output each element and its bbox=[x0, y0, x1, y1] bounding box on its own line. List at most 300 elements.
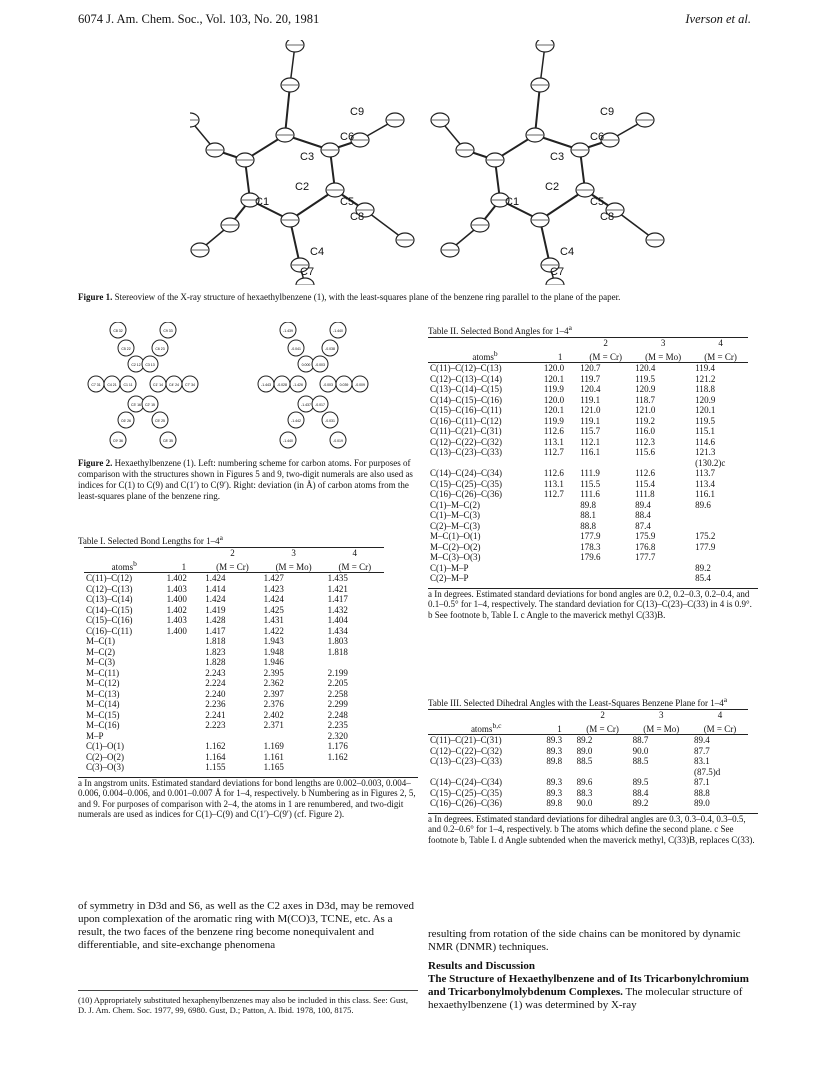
table-row bbox=[84, 636, 384, 647]
table-cell-atoms: M–C(2) bbox=[86, 646, 115, 657]
table-cell-value: 112.1 bbox=[580, 436, 601, 447]
table-row bbox=[428, 531, 748, 542]
table-cell-value: 113.7 bbox=[695, 468, 716, 478]
table-cell-atoms: C(15)–C(25)–C(35) bbox=[430, 478, 502, 489]
table-cell-value bbox=[544, 767, 574, 778]
table-cell-value: 115.4 bbox=[635, 478, 655, 489]
atom-label: C6 23 bbox=[155, 347, 165, 351]
table-cell-value bbox=[631, 767, 692, 778]
table-cell-atoms: C(1)–M–P bbox=[430, 562, 469, 573]
atom-label: C9 bbox=[350, 106, 365, 118]
table1-footnote: a In angstrom units. Estimated standard deviations for bond lengths are 0.002–0.003, 0.004–0.006, 0.004–0.006, and 0.001–0.007 Å for 1–4, respectively. b Numbering as in Figures 2, 5, and 9. For purposes of comparison with 2–4, the atoms in 1 are renumbered, and two-digit numerals are used as indices for C(1)–C(9) and C(1′)–C(9′) (cf. Figure 2). bbox=[78, 777, 418, 820]
table-cell-value: 89.6 bbox=[695, 499, 711, 510]
table-row bbox=[84, 573, 384, 584]
atom-label: C5 bbox=[340, 196, 355, 208]
table-cell-value: 1.400 bbox=[166, 594, 187, 604]
atom-label: C8 bbox=[600, 211, 615, 223]
table-row bbox=[84, 720, 384, 731]
table-cell-value: 1.155 bbox=[205, 762, 226, 772]
table-cell-value bbox=[542, 563, 578, 574]
atom-ellipsoid bbox=[536, 40, 554, 52]
table-cell-value bbox=[165, 699, 204, 710]
table-cell-atoms: C(16)–C(26)–C(36) bbox=[430, 489, 502, 499]
table-cell-value: 87.1 bbox=[693, 777, 710, 787]
table-cell-atoms: C(16)–C(11) bbox=[86, 625, 133, 636]
table-cell-value: 1.818 bbox=[205, 636, 226, 646]
table-cell-value: 120.9 bbox=[635, 384, 656, 394]
table-row bbox=[428, 479, 748, 490]
table-cell-value bbox=[542, 458, 578, 469]
table-cell-value: 89.0 bbox=[576, 745, 593, 756]
atom-label: C4 bbox=[310, 246, 325, 258]
table-cell-value: 120.4 bbox=[635, 363, 656, 373]
table-cell-value: 115.7 bbox=[580, 426, 601, 436]
table-cell-value: 1.176 bbox=[327, 741, 348, 751]
table-row bbox=[428, 746, 748, 757]
table-cell-value: 1.948 bbox=[263, 646, 284, 657]
atom-label: -0.038 bbox=[325, 347, 335, 351]
table-cell-value bbox=[165, 689, 204, 700]
table-row bbox=[84, 657, 384, 668]
atom-label: C1′ 14 bbox=[153, 383, 163, 387]
atom-label: C3 13 bbox=[145, 363, 155, 367]
table-cell-value: 1.432 bbox=[327, 604, 348, 615]
table-cell-value: 112.6 bbox=[543, 468, 564, 478]
table-row bbox=[428, 521, 748, 532]
atom-label: 0.039 bbox=[339, 383, 349, 387]
table-cell-atoms: C(3)–O(3) bbox=[86, 762, 124, 772]
table-cell-value bbox=[165, 741, 204, 752]
table-cell-value bbox=[262, 731, 326, 742]
table1-block bbox=[78, 532, 418, 820]
molecule-view bbox=[431, 40, 664, 285]
table-cell-value: 175.9 bbox=[635, 531, 656, 541]
figure2-numbering-scheme bbox=[88, 322, 198, 448]
table-cell-atoms: M–C(1) bbox=[86, 636, 115, 646]
atom-label: C6 bbox=[590, 131, 605, 143]
table-cell-value: 88.4 bbox=[635, 510, 651, 520]
table-row bbox=[428, 458, 748, 469]
table-cell-value: 89.3 bbox=[546, 735, 563, 745]
table-cell-value: 89.2 bbox=[632, 798, 649, 808]
atom-label: C3 bbox=[300, 151, 315, 163]
table-cell-atoms: M–C(1)–O(1) bbox=[430, 531, 481, 541]
atom-label: -0.031 bbox=[325, 419, 335, 423]
table-row bbox=[428, 405, 748, 416]
table-cell-value: 115.1 bbox=[695, 426, 716, 436]
table-row bbox=[84, 731, 384, 742]
body-right-intro: resulting from rotation of the side chains can be monitored by dynamic NMR (DNMR) techniques. bbox=[428, 928, 741, 953]
table-cell-value: 2.236 bbox=[205, 699, 226, 709]
table-cell-value: 89.2 bbox=[576, 735, 593, 745]
atom-label: C9′ 36 bbox=[113, 439, 123, 443]
table-cell-value: 2.235 bbox=[327, 720, 348, 730]
table-cell-value: 112.6 bbox=[543, 426, 564, 436]
table2-title: Table II. Selected Bond Angles for 1–4$^a$ bbox=[428, 323, 572, 336]
table-cell-value: 120.9 bbox=[695, 394, 716, 405]
table-cell-value: 178.3 bbox=[580, 541, 601, 552]
table-cell-value: 115.5 bbox=[580, 478, 601, 489]
table-cell-value bbox=[165, 752, 204, 763]
table-cell-value: 89.8 bbox=[580, 499, 596, 510]
table-cell-value: 1.818 bbox=[327, 646, 348, 657]
table-cell-value: 120.1 bbox=[543, 405, 565, 415]
atom-label: C4 bbox=[560, 246, 575, 258]
table-cell-atoms: C(14)–C(24)–C(34) bbox=[430, 468, 502, 478]
table-row bbox=[428, 767, 748, 778]
atom-label: -1.426 bbox=[293, 383, 303, 387]
table-cell-value: 1.404 bbox=[327, 615, 348, 625]
table-cell-value: 2.241 bbox=[205, 709, 226, 720]
table-row bbox=[428, 447, 748, 458]
table-cell-atoms: C(11)–C(21)–C(31) bbox=[430, 426, 502, 436]
table-cell-value: 1.425 bbox=[263, 604, 284, 615]
table-cell-value: 1.414 bbox=[205, 583, 226, 594]
table-row bbox=[84, 762, 384, 773]
table-cell-value: 89.3 bbox=[546, 777, 563, 787]
molecule-view bbox=[190, 40, 414, 285]
table-cell-value: 111.6 bbox=[580, 489, 600, 499]
author-running-head: Iverson et al. bbox=[685, 12, 751, 26]
table-cell-atoms: C(12)–C(22)–C(32) bbox=[430, 436, 502, 447]
table-row bbox=[428, 510, 748, 521]
table-cell-value: 1.424 bbox=[263, 594, 284, 604]
table-cell-value: 175.2 bbox=[695, 531, 716, 541]
table-cell-value: 1.424 bbox=[205, 573, 226, 583]
table-cell-value: 177.7 bbox=[635, 552, 656, 562]
table-cell-value: 113.4 bbox=[695, 478, 716, 489]
table-row bbox=[428, 735, 748, 746]
table-cell-atoms: C(15)–C(16)–C(11) bbox=[430, 405, 502, 415]
atom-label: C2 12 bbox=[131, 363, 141, 367]
atom-label: C2 bbox=[295, 181, 310, 193]
table3: 2 3 4 atoms$^{b,c}$ 1 (M = Cr) (M = Mo) (M = Cr) C(11)–C(21)–C(31) 89.3 89.2 88.7 89.4 C(12)–C(22)–C(32) 89.3 89.0 90.0 87.7 C(13)–C(23)–C(33) 89.8 88.5 88.5 83.1 (87.5)d C(14)–C(24)–C(34) 89.3 89.6 89.5 87.1 C(15)–C(25)–C(35) 89.3 88.3 88.4 88.8 C(16)–C(26)–C(36) 89.8 90.0 89.2 89.0 bbox=[428, 709, 748, 809]
atom-label: C1 bbox=[505, 196, 520, 208]
table-cell-value: 89.3 bbox=[546, 745, 563, 756]
table-cell-value: 1.403 bbox=[166, 583, 187, 594]
table-row bbox=[428, 563, 748, 574]
table-cell-value bbox=[693, 552, 748, 563]
table-row bbox=[428, 788, 748, 799]
table-cell-atoms: M–C(3)–O(3) bbox=[430, 552, 481, 562]
table-cell-value: (87.5)d bbox=[693, 766, 721, 777]
table1: 2 3 4 atoms$^b$ 1 (M = Cr) (M = Mo) (M = Cr) C(11)–C(12) 1.402 1.424 1.427 1.435 C(12)–C(13) 1.403 1.414 1.423 1.421 C(13)–C(14) 1.400 1.424 1.424 1.417 C(14)–C(15) 1.402 1.419 1.425 1.432 C(15)–C(16) 1.403 1.428 1.431 1.404 C(16)–C(11) 1.400 1.417 1.422 1.434 M–C(1) 1.818 1.943 1.803 M–C(2) 1.823 1.948 1.818 M–C(3) 1.828 1.946 M–C(11) 2.243 2.395 2.199 M–C(12) 2.224 2.362 2.205 M–C(13) 2.240 2.397 2.258 M–C(14) 2.236 2.376 2.299 M–C(15) 2.241 2.402 2.248 M–C(16) 2.223 2.371 2.235 M–P 2.320 C(1)–O(1) 1.162 1.169 1.176 C(2)–O(2) 1.164 1.161 1.162 C(3)–O(3) 1.155 1.165 bbox=[84, 547, 384, 773]
table-cell-value bbox=[693, 521, 748, 532]
atom-label: -0.028 bbox=[277, 383, 287, 387]
table-cell-value: 113.1 bbox=[543, 436, 564, 447]
table-row bbox=[84, 678, 384, 689]
table-row bbox=[428, 384, 748, 395]
table1-body bbox=[84, 573, 384, 773]
table-cell-atoms: C(2)–M–P bbox=[430, 573, 469, 583]
table-cell-value: 114.6 bbox=[695, 436, 716, 447]
table-cell-value: 1.828 bbox=[205, 657, 226, 667]
figure2-diagrams bbox=[78, 322, 398, 452]
table-row bbox=[428, 437, 748, 448]
table-cell-value bbox=[542, 500, 578, 511]
table-row bbox=[84, 668, 384, 679]
table2-body bbox=[428, 363, 748, 584]
atom-label: C7 bbox=[550, 266, 565, 278]
table-cell-value: 89.6 bbox=[576, 777, 593, 787]
table-cell-value: 2.371 bbox=[263, 720, 284, 730]
atom-ellipsoid bbox=[546, 278, 564, 285]
table-cell-value: 1.431 bbox=[263, 615, 284, 625]
table-row bbox=[428, 798, 748, 809]
table-cell-value: 88.4 bbox=[632, 787, 649, 798]
table-cell-value: 177.9 bbox=[580, 531, 601, 541]
table-cell-atoms: M–C(12) bbox=[86, 678, 120, 688]
table-cell-value bbox=[165, 668, 204, 679]
atom-label: C5 bbox=[590, 196, 605, 208]
section-title: Results and Discussion bbox=[428, 960, 535, 972]
table-cell-atoms: C(1)–O(1) bbox=[86, 741, 124, 751]
atom-label: C4′ 24 bbox=[169, 383, 179, 387]
table-cell-value: 2.224 bbox=[205, 678, 226, 688]
table-cell-value: 2.205 bbox=[327, 678, 348, 688]
atom-ellipsoid bbox=[286, 40, 304, 52]
table-cell-value bbox=[165, 678, 204, 689]
atom-label: -1.440 bbox=[283, 439, 293, 443]
table-cell-value bbox=[542, 573, 578, 584]
table-cell-atoms: C(13)–C(23)–C(33) bbox=[430, 447, 502, 457]
table-cell-value: 89.3 bbox=[546, 787, 563, 798]
table-cell-value: 1.161 bbox=[263, 751, 284, 762]
table-cell-value: 119.4 bbox=[695, 363, 716, 373]
table-row bbox=[428, 416, 748, 427]
table-cell-atoms: M–C(3) bbox=[86, 657, 115, 667]
table1-title: Table I. Selected Bond Lengths for 1–4$^a$ bbox=[78, 533, 223, 546]
atom-label: C8 bbox=[350, 211, 365, 223]
table-cell-value: 121.2 bbox=[695, 373, 716, 384]
table-cell-value: 85.4 bbox=[695, 573, 711, 583]
table-cell-value: 90.0 bbox=[576, 798, 593, 808]
table-cell-value bbox=[575, 767, 631, 778]
figure2-caption-label: Figure 2. bbox=[78, 458, 113, 468]
table-cell-atoms: C(15)–C(25)–C(35) bbox=[430, 787, 502, 798]
table-cell-atoms: M–C(11) bbox=[86, 667, 120, 678]
table-cell-value: 120.0 bbox=[543, 394, 565, 405]
table-cell-value: 119.9 bbox=[543, 415, 564, 426]
atom-ellipsoid bbox=[296, 278, 314, 285]
atom-label: -1.440 bbox=[333, 329, 343, 333]
figure2-caption bbox=[78, 458, 418, 502]
table3-title: Table III. Selected Dihedral Angles with the Least-Squares Benzene Plane for 1–4$^a$ bbox=[428, 695, 728, 708]
table-cell-value bbox=[542, 510, 578, 521]
atom-label: -1.443 bbox=[261, 383, 271, 387]
table-row bbox=[84, 710, 384, 721]
atom-label: C6′ 26 bbox=[121, 419, 131, 423]
table-cell-value: 2.199 bbox=[327, 667, 348, 678]
table-cell-atoms bbox=[428, 458, 542, 469]
atom-label: -1.439 bbox=[283, 329, 293, 333]
table-cell-atoms: C(2)–M–C(3) bbox=[430, 520, 480, 531]
table-cell-atoms: C(13)–C(14)–C(15) bbox=[430, 384, 502, 394]
table-cell-atoms: C(14)–C(15) bbox=[86, 604, 133, 615]
table-cell-atoms: C(1)–M–C(3) bbox=[430, 510, 480, 520]
table-cell-atoms: M–C(2)–O(2) bbox=[430, 541, 481, 552]
atom-label: C6 bbox=[340, 131, 355, 143]
table-cell-value bbox=[578, 458, 633, 469]
table-cell-value: 1.417 bbox=[327, 594, 348, 604]
table-cell-value: 112.3 bbox=[635, 436, 655, 447]
table-cell-value: 1.169 bbox=[263, 741, 284, 751]
table-cell-atoms: C(12)–C(13)–C(14) bbox=[430, 373, 502, 384]
table-cell-value: 119.5 bbox=[695, 415, 716, 426]
figure1-caption-text: Stereoview of the X-ray structure of hexaethylbenzene (1), with the least-squares plane of the benzene ring parallel to the plane of the paper. bbox=[114, 292, 621, 302]
table-cell-value: 120.7 bbox=[580, 363, 601, 373]
table-cell-value: 2.362 bbox=[263, 678, 284, 688]
table-cell-value bbox=[542, 552, 578, 563]
table-cell-value: 177.9 bbox=[695, 541, 716, 552]
table-row bbox=[428, 542, 748, 553]
table-cell-value: 121.3 bbox=[695, 447, 716, 457]
table-row bbox=[428, 500, 748, 511]
table-cell-value: 1.943 bbox=[263, 636, 284, 646]
atom-label: C9 bbox=[600, 106, 615, 118]
table-cell-value: 88.5 bbox=[632, 756, 649, 766]
table-cell-value: 88.3 bbox=[576, 787, 593, 798]
table-cell-value bbox=[542, 521, 578, 532]
table-cell-value bbox=[633, 563, 693, 574]
table-cell-value: 89.8 bbox=[546, 756, 563, 766]
table-cell-value: 2.243 bbox=[205, 667, 226, 678]
atom-label: -0.017 bbox=[315, 403, 325, 407]
table-cell-value: 120.4 bbox=[580, 384, 601, 394]
table-cell-value bbox=[578, 563, 633, 574]
table-cell-value: 89.4 bbox=[693, 735, 710, 745]
table-row bbox=[428, 468, 748, 479]
table-cell-value: 89.2 bbox=[695, 562, 711, 573]
table-row bbox=[428, 489, 748, 500]
table-cell-value: 121.0 bbox=[635, 405, 656, 415]
table-row bbox=[84, 699, 384, 710]
table-row bbox=[428, 374, 748, 385]
atom-label: C8′ 35 bbox=[163, 439, 173, 443]
table-cell-value: 2.376 bbox=[263, 699, 284, 709]
table3-body bbox=[428, 735, 748, 809]
table-cell-value: 1.803 bbox=[327, 636, 348, 646]
table-cell-value: 1.164 bbox=[205, 751, 226, 762]
table-row bbox=[428, 756, 748, 767]
table-cell-value bbox=[633, 458, 693, 469]
table-cell-atoms: C(12)–C(13) bbox=[86, 583, 133, 594]
table-cell-value: 1.400 bbox=[166, 625, 187, 636]
table2-block bbox=[428, 322, 758, 620]
table-cell-value bbox=[542, 542, 578, 553]
table-cell-value: 1.423 bbox=[263, 583, 284, 594]
table3-footnote: a In degrees. Estimated standard deviations for dihedral angles are 0.3, 0.3–0.4, 0.3–0.5, and 0.2–0.6° for 1–4, respectively. b The atoms which define the second plane. c See footnote b, Table I. d Angle subtended when the maverick methyl, C(33)B, replaces C(33). bbox=[428, 813, 758, 846]
table-cell-value: 1.434 bbox=[327, 625, 348, 636]
table-cell-atoms: C(1)–M–C(2) bbox=[430, 499, 480, 510]
table-cell-value: 120.1 bbox=[695, 405, 716, 415]
table-cell-value: 116.1 bbox=[695, 489, 716, 499]
atom-label: -0.019 bbox=[333, 439, 343, 443]
atom-label: C5′ 25 bbox=[155, 419, 165, 423]
table-row bbox=[428, 395, 748, 406]
atom-label: C9 33 bbox=[163, 329, 173, 333]
atom-label: 0.000 bbox=[301, 363, 311, 367]
table-cell-value: 2.223 bbox=[205, 720, 226, 730]
table-cell-value: 83.1 bbox=[693, 756, 710, 766]
table-cell-value: 119.7 bbox=[580, 373, 601, 384]
atom-label: C7 31 bbox=[91, 383, 101, 387]
table-cell-value: 119.1 bbox=[580, 394, 601, 405]
table-cell-atoms: C(13)–C(23)–C(33) bbox=[430, 756, 502, 766]
figure2-deviation-map bbox=[258, 322, 368, 448]
table-cell-value: 1.421 bbox=[327, 583, 348, 594]
table-cell-value: 179.6 bbox=[580, 552, 601, 562]
atom-label: C2 bbox=[545, 181, 560, 193]
atom-label: -1.437 bbox=[301, 403, 311, 407]
table-cell-value: 88.8 bbox=[693, 787, 710, 798]
table-cell-value: 88.8 bbox=[580, 520, 596, 531]
table-row bbox=[84, 584, 384, 595]
table-cell-atoms: M–C(15) bbox=[86, 709, 120, 720]
table3-block bbox=[428, 694, 758, 845]
table-cell-value: 119.1 bbox=[580, 415, 601, 426]
table-cell-value bbox=[165, 710, 204, 721]
table-cell-value: 1.402 bbox=[166, 573, 187, 583]
table-cell-atoms: M–P bbox=[86, 730, 104, 741]
table-row bbox=[84, 647, 384, 658]
table-cell-value bbox=[165, 636, 204, 647]
figure1-caption-label: Figure 1. bbox=[78, 292, 113, 302]
table-cell-value: 1.162 bbox=[205, 741, 226, 751]
table-cell-value: 1.162 bbox=[327, 751, 348, 762]
table2: 2 3 4 atoms$^b$ 1 (M = Cr) (M = Mo) (M = Cr) C(11)–C(12)–C(13) 120.0 120.7 120.4 119.4 C(12)–C(13)–C(14) 120.1 119.7 119.5 121.2 C(13)–C(14)–C(15) 119.9 120.4 120.9 118.8 C(14)–C(15)–C(16) 120.0 119.1 118.7 120.9 C(15)–C(16)–C(11) 120.1 121.0 121.0 120.1 C(16)–C(11)–C(12) 119.9 119.1 119.2 119.5 C(11)–C(21)–C(31) 112.6 115.7 116.0 115.1 C(12)–C(22)–C(32) 113.1 112.1 112.3 114.6 C(13)–C(23)–C(33) 112.7 116.1 115.6 121.3 (130.2)c C(14)–C(24)–C(34) 112.6 111.9 112.6 113.7 C(15)–C(25)–C(35) 113.1 115.5 115.4 113.4 C(16)–C(26)–C(36) 112.7 111.6 111.8 116.1 C(1)–M–C(2) 89.8 89.4 89.6 C(1)–M–C(3) 88.1 88.4 C(2)–M–C(3) 88.8 87.4 M–C(1)–O(1) 177.9 175.9 175.2 M–C(2)–O(2) 178.3 176.8 177.9 M–C(3)–O(3) 179.6 177.7 C(1)–M–P 89.2 C(2)–M–P 85.4 bbox=[428, 337, 748, 584]
page-header bbox=[78, 12, 751, 32]
table-cell-value: 2.402 bbox=[263, 709, 284, 720]
table-cell-value bbox=[326, 657, 384, 668]
table-row bbox=[84, 741, 384, 752]
table-cell-value: 111.9 bbox=[580, 468, 600, 478]
table-cell-atoms: M–C(13) bbox=[86, 688, 120, 699]
table-cell-value: 89.8 bbox=[546, 798, 563, 808]
table-cell-value: 119.5 bbox=[635, 373, 655, 384]
table-row bbox=[428, 363, 748, 374]
table-cell-value: 118.8 bbox=[695, 384, 716, 394]
table-cell-value: 2.299 bbox=[327, 699, 348, 709]
table-cell-atoms: C(12)–C(22)–C(32) bbox=[430, 745, 502, 756]
table-cell-value: 116.1 bbox=[580, 447, 601, 457]
table2-footnote: a In degrees. Estimated standard deviations for bond angles are 0.2, 0.2–0.3, 0.2–0.4, and 0.1–0.5° for 1–4, respectively. The standard deviation for C(13)–C(23)–C(33) in 4 is 0.9°. b See footnote b, Table I. c Angle to the maverick methyl C(33)B. bbox=[428, 588, 758, 621]
table-cell-value: 121.0 bbox=[580, 405, 601, 415]
table-cell-value: 118.7 bbox=[635, 394, 655, 405]
table-cell-value: 1.402 bbox=[166, 604, 187, 615]
table-cell-atoms: M–C(16) bbox=[86, 720, 120, 730]
table-cell-atoms: C(15)–C(16) bbox=[86, 615, 133, 625]
table-cell-value: 88.7 bbox=[632, 735, 649, 745]
table-cell-value: 120.0 bbox=[543, 363, 565, 373]
table-row bbox=[428, 777, 748, 788]
table-cell-value bbox=[578, 573, 633, 584]
table-cell-value: 112.6 bbox=[635, 468, 655, 478]
table-cell-value bbox=[326, 762, 384, 773]
body-text-left: of symmetry in D3d and S6, as well as the C2 axes in D3d, may be removed upon complexation of the aromatic ring with M(CO)3, TCNE, etc. As a result, the two faces of the benzene ring become nonequivalent and differentiable, and site-exchange phenomena bbox=[78, 900, 415, 951]
table-cell-value: 115.6 bbox=[635, 447, 655, 457]
table-cell-value: 1.403 bbox=[166, 615, 187, 625]
table-cell-atoms: C(16)–C(26)–C(36) bbox=[430, 798, 502, 808]
table-row bbox=[84, 594, 384, 605]
figure1-caption bbox=[78, 292, 758, 303]
table-cell-atoms: C(14)–C(24)–C(34) bbox=[430, 777, 502, 787]
table-row bbox=[84, 605, 384, 616]
figure1-stereoview bbox=[190, 40, 710, 285]
table-cell-value bbox=[165, 647, 204, 658]
table-cell-value: 176.8 bbox=[635, 541, 656, 552]
atom-label: -0.003 bbox=[315, 363, 325, 367]
